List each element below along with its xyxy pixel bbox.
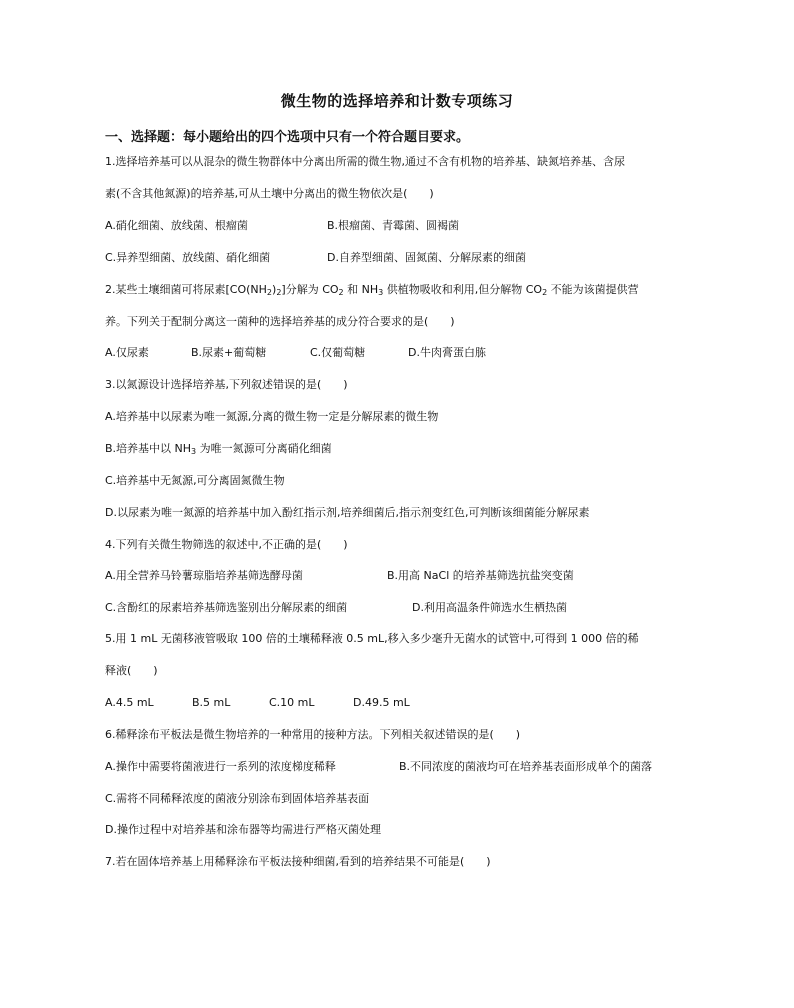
page-title: 微生物的选择培养和计数专项练习 [280, 92, 514, 110]
q2-stem-line2: 养。下列关于配制分离这一菌种的选择培养基的成分符合要求的是( ) [105, 315, 455, 328]
q1-stem-line2: 素(不含其他氮源)的培养基,可从土壤中分离出的微生物依次是( ) [105, 187, 434, 200]
q2-sub-1: 2 [266, 288, 273, 297]
q5-option-c: C.10 mL [269, 696, 315, 709]
q2-option-c: C.仅葡萄糖 [310, 346, 366, 359]
q2-text-c: ]分解为 CO [281, 283, 339, 296]
q6-stem: 6.稀释涂布平板法是微生物培养的一种常用的接种方法。下列相关叙述错误的是( ) [105, 728, 521, 741]
q2-option-a: A.仅尿素 [105, 346, 149, 359]
q4-stem: 4.下列有关微生物筛选的叙述中,不正确的是( ) [105, 538, 348, 551]
q2-stem-line1 [105, 282, 639, 298]
q6-option-a: A.操作中需要将菌液进行一系列的浓度梯度稀释 [105, 760, 336, 773]
q5-stem-line1: 5.用 1 mL 无菌移液管吸取 100 倍的土壤稀释液 0.5 mL,移入多少毫升无菌水的试管中,可得到 1 000 倍的稀 [105, 632, 639, 645]
q5-option-a: A.4.5 mL [105, 696, 154, 709]
q2-text-d: 和 NH [343, 283, 379, 296]
q4-option-c: C.含酚红的尿素培养基筛选鉴别出分解尿素的细菌 [105, 601, 348, 614]
q3-option-d: D.以尿素为唯一氮源的培养基中加入酚红指示剂,培养细菌后,指示剂变红色,可判断该细菌能分解尿素 [105, 506, 590, 519]
q5-option-b: B.5 mL [192, 696, 231, 709]
q6-option-c: C.需将不同稀释浓度的菌液分别涂布到固体培养基表面 [105, 792, 370, 805]
q2-sub-3: 2 [338, 288, 344, 297]
q1-stem-line1: 1.选择培养基可以从混杂的微生物群体中分离出所需的微生物,通过不含有机物的培养基、缺氮培养基、含尿 [105, 155, 625, 168]
q1-option-d: D.自养型细菌、固氮菌、分解尿素的细菌 [327, 251, 526, 264]
q5-option-d: D.49.5 mL [353, 696, 410, 709]
q3-option-b-sub: 3 [191, 447, 197, 456]
q1-option-b: B.根瘤菌、青霉菌、圆褐菌 [327, 219, 460, 232]
q6-option-b: B.不同浓度的菌液均可在培养基表面形成单个的菌落 [399, 760, 653, 773]
q3-option-a: A.培养基中以尿素为唯一氮源,分离的微生物一定是分解尿素的微生物 [105, 410, 439, 423]
q2-sub-2: 2 [276, 288, 282, 297]
q2-sub-4: 3 [378, 288, 384, 297]
q2-option-b: B.尿素+葡萄糖 [191, 346, 267, 359]
q4-option-b: B.用高 NaCl 的培养基筛选抗盐突变菌 [387, 569, 574, 582]
q7-stem: 7.若在固体培养基上用稀释涂布平板法接种细菌,看到的培养结果不可能是( ) [105, 855, 491, 868]
q2-sub-5: 2 [542, 288, 548, 297]
q3-option-b [105, 441, 332, 457]
q3-option-b-text-a: B.培养基中以 NH [105, 442, 192, 455]
q2-text-b: ) [272, 283, 277, 296]
q2-text-a: 2.某些土壤细菌可将尿素[CO(NH [105, 283, 267, 296]
q3-option-b-text-b: 为唯一氮源可分离硝化细菌 [196, 442, 332, 455]
q4-option-a: A.用全营养马铃薯琼脂培养基筛选酵母菌 [105, 569, 303, 582]
q6-option-d: D.操作过程中对培养基和涂布器等均需进行严格灭菌处理 [105, 823, 381, 836]
q2-text-e: 供植物吸收和利用,但分解物 CO [383, 283, 543, 296]
q3-stem: 3.以氮源设计选择培养基,下列叙述错误的是( ) [105, 378, 348, 391]
q2-option-d: D.牛肉膏蛋白胨 [408, 346, 486, 359]
q4-option-d: D.利用高温条件筛选水生栖热菌 [412, 601, 567, 614]
q2-text-f: 不能为该菌提供营 [547, 283, 639, 296]
q1-option-c: C.异养型细菌、放线菌、硝化细菌 [105, 251, 271, 264]
section-heading: 一、选择题：每小题给出的四个选项中只有一个符合题目要求。 [105, 130, 470, 145]
q3-option-c: C.培养基中无氮源,可分离固氮微生物 [105, 474, 285, 487]
q1-option-a: A.硝化细菌、放线菌、根瘤菌 [105, 219, 248, 232]
q5-stem-line2: 释液( ) [105, 664, 158, 677]
